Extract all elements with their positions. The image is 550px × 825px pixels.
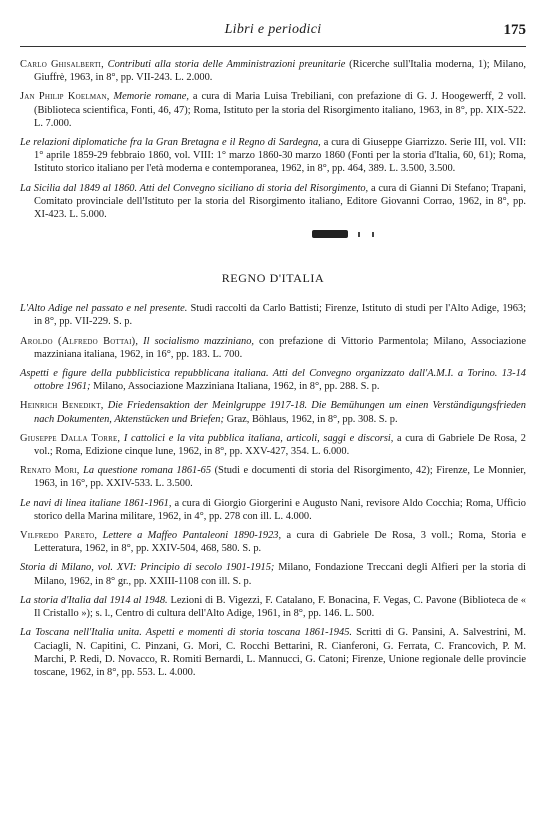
entry-details: a cura di Gabriele De Rosa, 3 voll.; Roma, Storia e Letteratura, 1962, in 8°, pp. XXIV-504, 468, 580. S. p.: [34, 530, 526, 555]
entry-title: Il socialismo mazziniano,: [143, 335, 254, 347]
entry-details: Lezioni di B. Vigezzi, F. Catalano, F. Bonacina, F. Vegas, C. Pavone (Biblioteca de « Il Cristallo »); s. l., Centro di cultura dell'Alto Adige, 1961, in 8°, pp. 146. L. 500.: [34, 594, 526, 620]
bibliography-entry: [20, 90, 526, 130]
entry-details: Graz, Böhlaus, 1962, in 8°, pp. 308. S. p.: [226, 413, 398, 425]
bibliography: [20, 58, 526, 685]
entry-details: a cura di Giuseppe Giarrizzo. Serie III, vol. VII: 1° aprile 1859-29 febbraio 1860, vol. VIII: 1° marzo 1860-30 marzo 1860 (Fonti per la storia d'Italia, 60, 61); Roma, Istituto storico italiano per l'età moderna e contemporanea, 1962, in 8°, pp. 464, 389. L. 3.500, 3.500.: [34, 137, 526, 175]
bibliography-entry: [20, 335, 526, 361]
entry-author: Heinrich Benedikt,: [20, 400, 104, 412]
entry-title: Aspetti e figure della pubblicistica repubblicana italiana. Atti del Convegno organizzato dall'A.M.I. a Torino. 13-14 ottobre 1961;: [20, 368, 526, 393]
entry-title: L'Alto Adige nel passato e nel presente.: [20, 303, 188, 315]
bibliography-entry: [20, 302, 526, 328]
entry-title: La Sicilia dal 1849 al 1860. Atti del Convegno siciliano di storia del Risorgimento,: [20, 182, 369, 194]
entry-details: a cura di Maria Luisa Trebiliani, con prefazione di G. J. Hoogewerff, 2 voll. (Biblioteca scientifica, Fonti, 46, 47); Roma, Istituto per la storia del Risorgimento italiano, 1963, in 8°, pp. XIX-522. L. 7.000.: [34, 91, 526, 129]
entry-title: Le relazioni diplomatiche fra la Gran Bretagna e il Regno di Sardegna,: [20, 137, 321, 149]
bibliography-entry: [20, 182, 526, 222]
running-title: Libri e periodici: [224, 22, 322, 37]
bibliography-entry: [20, 136, 526, 176]
entry-details: a cura di Gianni Di Stefano; Trapani, Comitato provinciale dell'Istituto per la storia del Risorgimento italiano, Editore Giovanni Corrao, 1962, in 8°, pp. XI-423. L. 5.000.: [34, 182, 526, 221]
header-rule: [20, 46, 526, 47]
running-head: [20, 22, 526, 42]
entry-author: Giuseppe Dalla Torre,: [20, 432, 121, 444]
bibliography-entry: [20, 497, 526, 523]
section-heading: REGNO D'ITALIA: [221, 271, 325, 286]
entry-author: Vilfredo Pareto,: [20, 530, 98, 542]
entry-title: Memorie romane,: [113, 91, 189, 103]
entry-title: Die Friedensaktion der Meinlgruppe 1917-18. Die Bemühungen um einen Verständigungsfrieden nach Dokumenten, Aktenstücken und Briefen;: [34, 400, 526, 425]
bibliography-entry: [20, 529, 526, 555]
entry-title: Storia di Milano, vol. XVI: Principio di secolo 1901-1915;: [20, 562, 275, 574]
bibliography-entry: [20, 58, 526, 84]
entry-title: Lettere a Maffeo Pantaleoni 1890-1923,: [102, 530, 282, 542]
ink-smudge: [20, 227, 526, 241]
entry-details: a cura di Gabriele De Rosa, 2 vol.; Roma, Edizione cinque lune, 1962, in 8°, pp. XXV-427, 354. L. 6.000.: [34, 432, 526, 458]
bibliography-entry: [20, 464, 526, 490]
entry-title: I cattolici e la vita pubblica italiana, articoli, saggi e discorsi,: [123, 432, 394, 444]
bibliography-entry: [20, 367, 526, 393]
page-number: 175: [503, 22, 526, 38]
bibliography-entry: [20, 432, 526, 458]
entry-title: Contributi alla storia delle Amministrazioni preunitarie: [107, 59, 346, 70]
bibliography-entry: [20, 561, 526, 587]
entry-title: La Toscana nell'Italia unita. Aspetti e momenti di storia toscana 1861-1945.: [20, 627, 352, 639]
entry-title: La questione romana 1861-65: [83, 465, 212, 477]
entry-title: Le navi di linea italiane 1861-1961,: [20, 497, 172, 509]
bibliography-entry: [20, 626, 526, 679]
entry-title: La storia d'Italia dal 1914 al 1948.: [20, 594, 168, 606]
bibliography-entry: [20, 399, 526, 425]
entry-details: (Ricerche sull'Italia moderna, 1); Milano, Giuffrè, 1963, in 8°, pp. VII-243. L. 2.000.: [34, 59, 526, 84]
entry-author: Carlo Ghisalberti,: [20, 59, 104, 70]
entry-details: con prefazione di Vittorio Parmentola; Milano, Associazione mazziniana italiana, 1962, in 16°, pp. 183. L. 700.: [34, 335, 526, 360]
entry-details: a cura di Giorgio Giorgerini e Augusto Nani, revisore Aldo Cocchia; Roma, Ufficio storico della Marina militare, 1962, in 4°, pp. 278 con ill. L. 4.000.: [34, 497, 526, 522]
entry-details: Scritti di G. Pansini, A. Salvestrini, M. Caciagli, N. Capitini, C. Pinzani, G. Mori, C. Rocchi Bettarini, R. Cianferoni, G. Ferrata, C. Francovich, P. M. Marchi, P. Redi, D. Novacco, R. Romiti Bernardi, L. Mannucci, G. Catoni; Firenze, Unione regionale delle provincie toscane, 1962, in 8°, pp. 553. L. 4.000.: [34, 627, 526, 678]
entry-details: Milano, Associazione Mazziniana Italiana, 1962, in 8°, pp. 288. S. p.: [93, 381, 380, 393]
entry-author: Jan Philip Koelman,: [20, 91, 110, 103]
entry-details: Milano, Fondazione Treccani degli Alfieri per la storia di Milano, 1962, in 8° gr., pp. XXIII-1108 con ill. S. p.: [34, 562, 526, 587]
entry-author: Aroldo (Alfredo Bottai),: [20, 335, 139, 347]
entry-details: Studi raccolti da Carlo Battisti; Firenze, Istituto di studi per l'Alto Adige, 1963; in 8°, pp. VII-229. S. p.: [34, 303, 526, 328]
bibliography-entry: [20, 594, 526, 620]
entry-author: Renato Mori,: [20, 465, 80, 477]
entry-details: (Studi e documenti di storia del Risorgimento, 42); Firenze, Le Monnier, 1963, in 16°, pp. XXIV-533. L. 3.500.: [34, 465, 526, 490]
